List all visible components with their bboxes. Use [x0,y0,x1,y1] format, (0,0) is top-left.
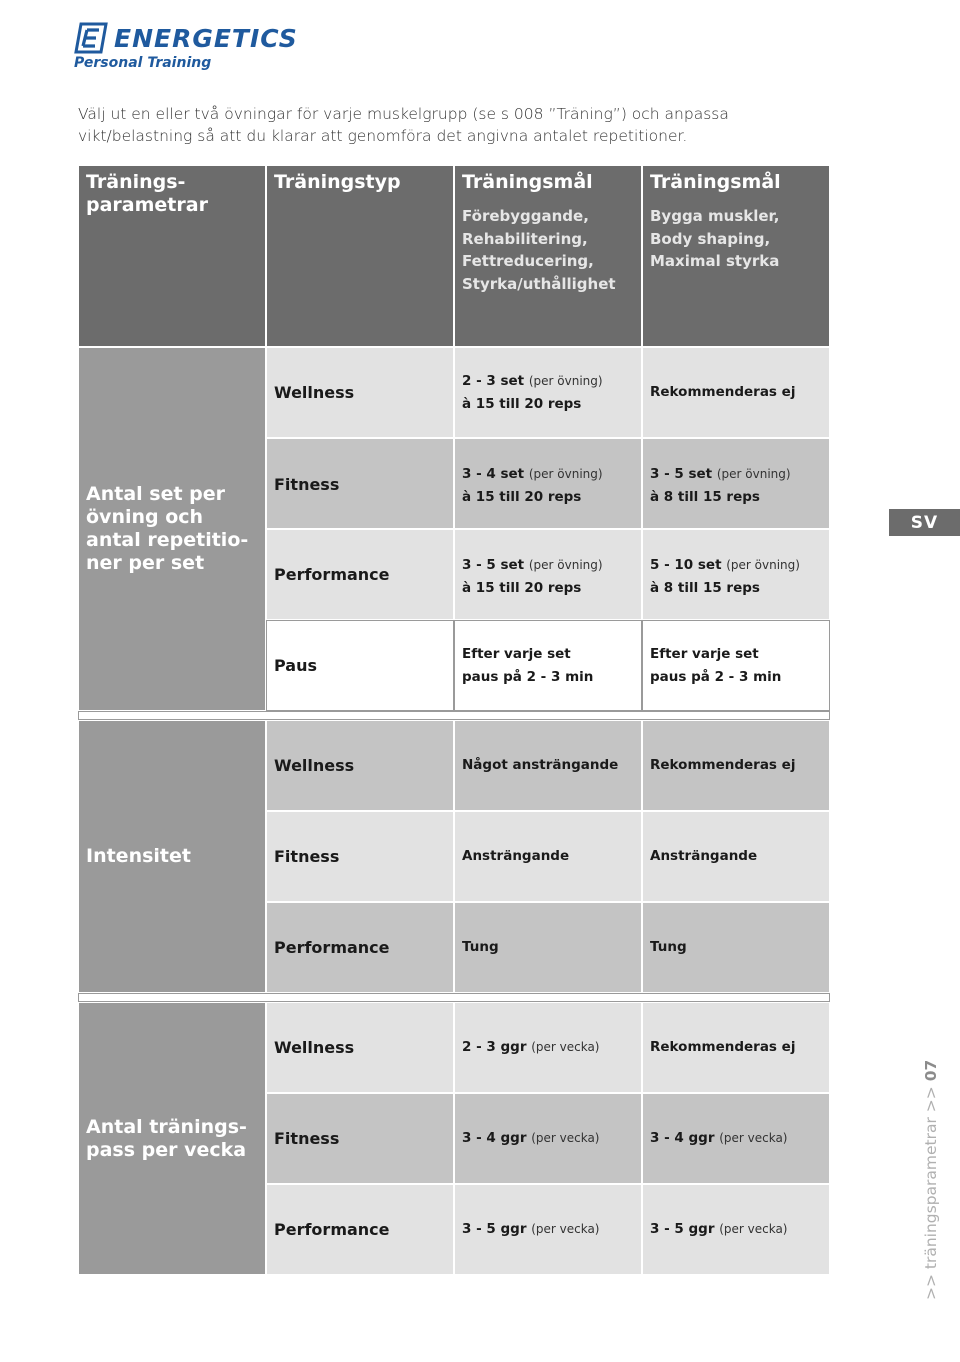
energetics-logo-icon [74,22,108,54]
intensity-row-fitness-type: Fitness [266,811,454,902]
sets-row-paus-type: Paus [266,620,454,711]
sessions-row-performance-goal1 [454,1184,642,1275]
header-goal-1 [454,165,642,347]
value-note: (per vecka) [719,1131,788,1146]
value-note: (per vecka) [531,1040,600,1055]
value-bold: 2 - 3 ggr [462,1039,527,1056]
sessions-row-wellness-type: Wellness [266,1002,454,1093]
value-note: (per vecka) [719,1222,788,1237]
intensity-row-performance-goal1: Tung [454,902,642,993]
value-line2: à 15 till 20 reps [462,395,582,412]
side-section-text: >> träningsparametrar >> [922,1086,940,1300]
sets-row-fitness-goal1 [454,438,642,529]
value-bold: 3 - 5 ggr [462,1221,527,1238]
value-note: (per övning) [528,374,603,388]
value-bold: 3 - 4 ggr [650,1130,715,1147]
header-parameters-label: Tränings- parametrar [86,171,208,216]
sessions-row-wellness-goal1 [454,1002,642,1093]
sets-row-wellness-goal1 [454,347,642,438]
value-bold: Efter varje set [650,646,759,662]
group-intensity-label-cell [78,720,266,993]
group-sessions-label-cell [78,1002,266,1275]
header-goal-2 [642,165,830,347]
header-goal-1-sub: Förebyggande, Rehabilitering, Fettreducering, Styrka/uthållighet [462,207,616,293]
header-parameters [78,165,266,347]
value-note: (per övning) [716,467,791,481]
value-bold: 3 - 4 ggr [462,1130,527,1147]
sets-row-wellness-goal2 [642,347,830,438]
value-line2: à 15 till 20 reps [462,488,582,505]
header-type-label: Träningstyp [274,171,401,193]
intensity-row-wellness-goal1: Något ansträngande [454,720,642,811]
sessions-row-fitness-goal1 [454,1093,642,1184]
header-type [266,165,454,347]
value-bold: 3 - 5 set [650,466,713,482]
value-note: (per vecka) [531,1222,600,1237]
intensity-row-performance-type: Performance [266,902,454,993]
sets-row-paus-goal1 [454,620,642,711]
group-sets-label-cell [78,347,266,711]
sessions-row-fitness-type: Fitness [266,1093,454,1184]
value-line2: paus på 2 - 3 min [462,668,594,685]
brand-subtitle: Personal Training [74,55,212,71]
value-bold: 3 - 5 ggr [650,1221,715,1238]
value-bold: 3 - 5 set [462,557,525,573]
sets-row-performance-goal1 [454,529,642,620]
value-line2: à 15 till 20 reps [462,579,582,596]
brand-logo [74,20,334,72]
intensity-row-fitness-goal2: Ansträngande [642,811,830,902]
value-line2: paus på 2 - 3 min [650,668,782,685]
group-sets-label: Antal set per övning och antal repetitio- ner per set [86,483,249,574]
sessions-row-performance-goal2 [642,1184,830,1275]
value-bold: 5 - 10 set [650,557,722,573]
group-intensity-label: Intensitet [86,845,191,867]
sessions-row-performance-type: Performance [266,1184,454,1275]
intro-text: Välj ut en eller två övningar för varje muskelgrupp (se s 008 ”Träning”) och anpassa vikt/belastning så att du klarar att genomföra det angivna antalet repetitioner. [78,105,729,145]
intensity-row-fitness-goal1: Ansträngande [454,811,642,902]
brand-name: ENERGETICS [114,24,298,53]
page-number: 07 [922,1059,940,1082]
value-bold: Rekommenderas ej [650,1039,796,1056]
value-note: (per övning) [528,467,603,481]
value-bold: Efter varje set [462,646,571,662]
sessions-row-wellness-goal2 [642,1002,830,1093]
value-note: (per vecka) [531,1131,600,1146]
value-bold: 3 - 4 set [462,466,525,482]
sessions-row-fitness-goal2 [642,1093,830,1184]
value-note: (per övning) [528,558,603,572]
header-goal-2-title: Träningsmål [650,171,781,193]
value-line2: à 8 till 15 reps [650,579,760,596]
sets-row-paus-goal2 [642,620,830,711]
header-goal-2-sub: Bygga muskler, Body shaping, Maximal styrka [650,207,780,270]
sets-row-performance-type: Performance [266,529,454,620]
value-line2: à 8 till 15 reps [650,488,760,505]
sets-row-fitness-goal2 [642,438,830,529]
group-divider [78,711,830,720]
language-tag: SV [889,509,960,536]
sets-row-wellness-type: Wellness [266,347,454,438]
value-note: (per övning) [726,558,800,572]
header-goal-1-title: Träningsmål [462,171,593,193]
intensity-row-performance-goal2: Tung [642,902,830,993]
side-section-label [922,1060,940,1300]
intensity-row-wellness-type: Wellness [266,720,454,811]
intensity-row-wellness-goal2: Rekommenderas ej [642,720,830,811]
sets-row-fitness-type: Fitness [266,438,454,529]
group-sessions-label: Antal tränings- pass per vecka [86,1115,247,1161]
value-bold: 2 - 3 set [462,373,525,389]
value-bold: Rekommenderas ej [650,384,796,401]
group-divider [78,993,830,1002]
sets-row-performance-goal2 [642,529,830,620]
